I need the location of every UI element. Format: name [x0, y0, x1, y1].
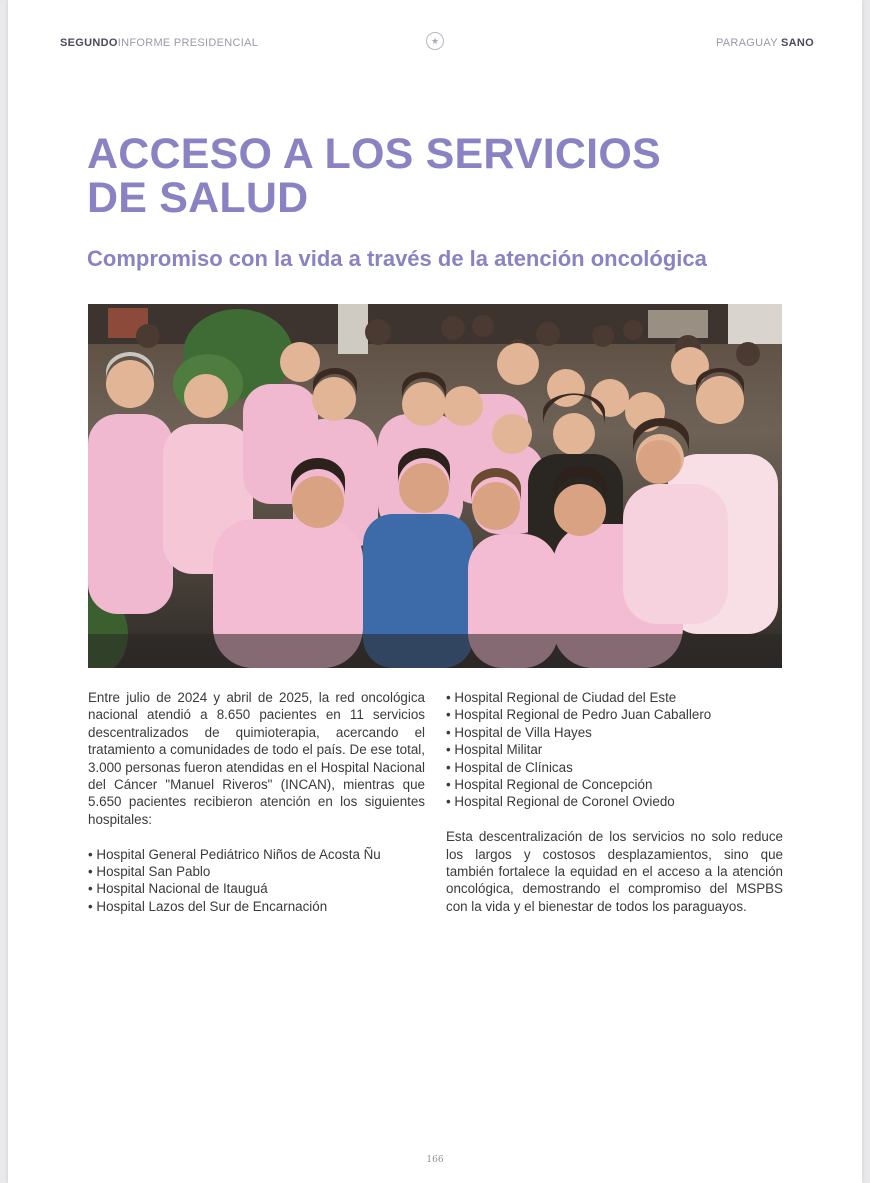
- list-item: • Hospital Regional de Coronel Oviedo: [446, 793, 783, 810]
- page-subtitle: Compromiso con la vida a través de la atención oncológica: [87, 246, 707, 271]
- closing-paragraph: Esta descentralización de los servicios no solo reduce los largos y costosos desplazamientos, sino que también fortalece la equidad en el acceso a la atención oncológica, demostrando el compromiso del MSPBS con la vida y el bienestar de todos los paraguayos.: [446, 829, 783, 914]
- header-left-light: INFORME PRESIDENCIAL: [117, 37, 259, 49]
- list-item: • Hospital San Pablo: [88, 863, 425, 880]
- list-item: • Hospital Militar: [446, 741, 783, 758]
- group-photo-icon: [88, 304, 782, 668]
- list-item: • Hospital Regional de Pedro Juan Caballero: [446, 706, 783, 723]
- list-item: • Hospital Nacional de Itauguá: [88, 880, 425, 897]
- group-photo: [88, 304, 782, 668]
- list-item: • Hospital Lazos del Sur de Encarnación: [88, 898, 425, 915]
- header-left-strong: SEGUNDO: [60, 37, 118, 49]
- list-item: • Hospital de Villa Hayes: [446, 724, 783, 741]
- list-item: • Hospital Regional de Ciudad del Este: [446, 689, 783, 706]
- page-number: 166: [426, 1155, 444, 1165]
- header-right: [716, 37, 814, 49]
- national-seal-icon: ★: [426, 32, 444, 50]
- document-page: [8, 0, 862, 1183]
- right-column: [446, 689, 783, 915]
- list-item: • Hospital de Clínicas: [446, 759, 783, 776]
- header-left: [60, 37, 258, 49]
- hospital-list-left: [88, 846, 425, 916]
- page-title-line2: DE SALUD: [87, 174, 309, 222]
- list-item: • Hospital Regional de Concepción: [446, 776, 783, 793]
- page-title: [87, 132, 727, 220]
- page-title-line1: ACCESO A LOS SERVICIOS: [87, 130, 661, 178]
- hospital-list-right: [446, 689, 783, 811]
- list-item: • Hospital General Pediátrico Niños de Acosta Ñu: [88, 846, 425, 863]
- left-column: [88, 689, 425, 915]
- header-right-strong: SANO: [781, 37, 814, 49]
- header-right-light: PARAGUAY: [715, 37, 778, 49]
- intro-paragraph: Entre julio de 2024 y abril de 2025, la red oncológica nacional atendió a 8.650 pacientes en 11 servicios descentralizados de quimioterapia, acercando el tratamiento a comunidades de todo el país. De ese total, 3.000 personas fueron atendidas en el Hospital Nacional del Cáncer "Manuel Riveros" (INCAN), mientras que 5.650 pacientes recibieron atención en los siguientes hospitales:: [88, 690, 425, 827]
